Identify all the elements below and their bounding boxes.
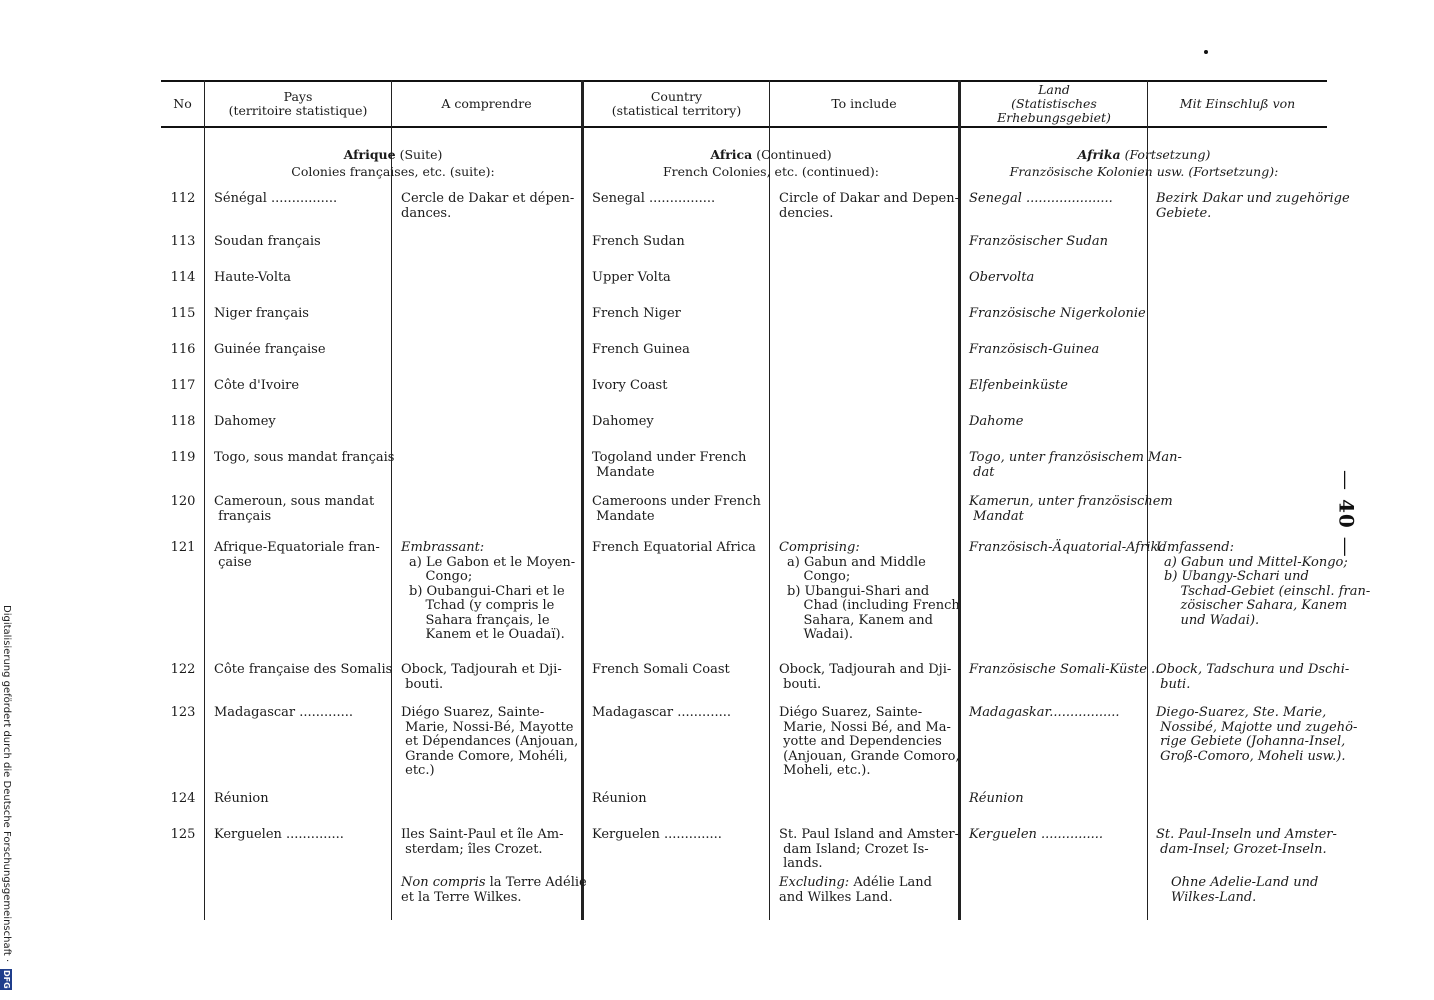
cell-line: Réunion	[592, 791, 647, 806]
cell-line: Réunion	[214, 791, 269, 806]
section-fr-line2: Colonies françaises, etc. (suite):	[291, 164, 495, 179]
row-125-exclusion-fr	[401, 876, 587, 905]
row-112-pays	[214, 192, 337, 207]
row-115-pays	[214, 307, 309, 322]
cell-line: Madagaskar.................	[969, 705, 1120, 720]
cell-line: Französische Nigerkolonie	[969, 306, 1146, 321]
cell-line: Iles Saint-Paul et île Am-	[401, 827, 564, 842]
row-120-land	[969, 495, 1173, 524]
cell-line: buti.	[1156, 676, 1191, 692]
cell-line: Ivory Coast	[592, 378, 668, 393]
row-117-pays	[214, 379, 299, 394]
cell-line: Diego-Suarez, Ste. Marie,	[1156, 705, 1327, 720]
exclusion-fr-label: Non compris	[401, 875, 486, 890]
row-121-land	[969, 541, 1174, 556]
cell-line: français	[214, 508, 272, 524]
cell-line: Gebiete.	[1156, 205, 1212, 221]
row-114-no: 114	[170, 270, 196, 285]
cell-line: dat	[969, 464, 995, 480]
cell-line: Côte d'Ivoire	[214, 378, 300, 393]
row-121-no: 121	[170, 540, 196, 555]
section-heading-en	[584, 146, 958, 180]
cell-line: St. Paul-Inseln und Amster-	[1156, 827, 1337, 842]
cell-line: French Guinea	[592, 342, 690, 357]
header-pays-line2: (territoire statistique)	[228, 103, 368, 118]
cell-line: dam Island; Crozet Is-	[779, 841, 929, 857]
row-125-fr	[401, 828, 563, 857]
row-122-pays	[214, 663, 392, 678]
cell-line: lands.	[779, 856, 823, 871]
cell-intro: Umfassend:	[1156, 540, 1234, 555]
row-123-country	[592, 706, 731, 721]
cell-line: çaise	[214, 554, 252, 570]
row-118-pays	[214, 415, 276, 430]
cell-line: Cercle de Dakar et dépen-	[401, 191, 575, 206]
header-country-line1: Country	[650, 89, 703, 104]
cell-line: Französischer Sudan	[969, 234, 1108, 249]
cell-line: rige Gebiete (Johanna-Insel,	[1156, 734, 1346, 749]
row-119-country	[592, 451, 746, 480]
row-115-country	[592, 307, 681, 322]
section-en-rest: (Continued)	[752, 147, 832, 162]
row-122-no: 122	[170, 662, 196, 677]
cell-line: Cameroons under French	[592, 494, 761, 509]
cell-line: Kanem et le Ouadaï).	[409, 627, 565, 642]
cell-line: Marie, Nossi Bé, and Ma-	[779, 719, 951, 735]
row-116-no: 116	[170, 342, 196, 357]
cell-line: Senegal .....................	[969, 191, 1113, 206]
row-118-country	[592, 415, 654, 430]
cell-line: French Somali Coast	[592, 662, 730, 677]
cell-line: Senegal ................	[592, 191, 716, 206]
exclusion-en-text: Adélie Land	[849, 875, 932, 890]
row-125-en	[779, 828, 959, 872]
row-120-country	[592, 495, 761, 524]
column-divider	[391, 80, 392, 920]
cell-line: Upper Volta	[592, 270, 671, 285]
row-125-land	[969, 828, 1103, 843]
row-122-land	[969, 663, 1163, 678]
row-116-land	[969, 343, 1099, 358]
section-en-bold: Africa	[710, 147, 753, 162]
row-124-land	[969, 792, 1024, 807]
exclusion-de-line1: Ohne Adelie-Land und	[1171, 875, 1319, 890]
section-de-bold: Afrika	[1077, 147, 1121, 162]
row-123-de	[1156, 706, 1357, 764]
cell-line: Französische Somali-Küste ...	[969, 662, 1164, 677]
section-fr-bold: Afrique	[343, 147, 396, 162]
cell-line: Dahomey	[592, 414, 654, 429]
section-de-line2: Französische Kolonien usw. (Fortsetzung):	[1009, 164, 1279, 179]
cell-line: Obervolta	[969, 270, 1035, 285]
row-118-land	[969, 415, 1023, 430]
row-115-no: 115	[170, 306, 196, 321]
cell-line: Nossibé, Majotte und zugehö-	[1156, 719, 1358, 735]
cell-line: Chad (including French	[787, 598, 960, 613]
cell-line: Mandate	[592, 464, 655, 480]
row-122-country	[592, 663, 730, 678]
cell-line: Dahomey	[214, 414, 276, 429]
row-121-en	[779, 541, 960, 643]
column-divider	[204, 80, 205, 920]
ink-speck	[1204, 50, 1208, 54]
cell-line: et Dépendances (Anjouan,	[401, 734, 579, 749]
row-122-fr	[401, 663, 562, 692]
cell-line: Marie, Nossi-Bé, Mayotte	[401, 719, 574, 735]
cell-line: Diégo Suarez, Sainte-	[779, 705, 923, 720]
cell-line: b) Ubangy-Schari und	[1164, 569, 1309, 584]
cell-line: Obock, Tadschura und Dschi-	[1156, 662, 1350, 677]
header-country	[584, 82, 769, 126]
header-a-comprendre: A comprendre	[441, 96, 532, 111]
cell-line: dam-Insel; Grozet-Inseln.	[1156, 841, 1327, 857]
page-dash-top: —	[1334, 470, 1359, 491]
cell-line: Sénégal ................	[214, 191, 338, 206]
cell-line: St. Paul Island and Amster-	[779, 827, 960, 842]
row-121-country	[592, 541, 756, 556]
credit-text: Digitalisierung gefördert durch die Deutsche Forschungsgemeinschaft ·	[1, 605, 12, 963]
row-125-exclusion-de	[1171, 876, 1318, 905]
exclusion-de-line2: Wilkes-Land.	[1171, 889, 1257, 905]
cell-line: zösischer Sahara, Kanem	[1164, 598, 1348, 613]
cell-line: Elfenbeinküste	[969, 378, 1068, 393]
cell-line: Kerguelen ..............	[214, 827, 344, 842]
cell-line: Obock, Tadjourah and Dji-	[779, 662, 952, 677]
cell-line: bouti.	[779, 676, 822, 692]
cell-line: Sahara français, le	[409, 612, 550, 628]
cell-line: b) Ubangui-Shari and	[787, 583, 930, 599]
cell-line: dances.	[401, 205, 452, 221]
cell-line: sterdam; îles Crozet.	[401, 841, 543, 857]
row-119-no: 119	[170, 450, 196, 465]
row-113-land	[969, 235, 1108, 250]
cell-line: Wadai).	[787, 627, 853, 642]
header-land	[961, 82, 1147, 126]
row-123-fr	[401, 706, 578, 779]
exclusion-fr-line2: et la Terre Wilkes.	[401, 889, 522, 905]
cell-line: a) Gabun und Mittel-Kongo;	[1164, 554, 1348, 570]
cell-line: Dahome	[969, 414, 1024, 429]
cell-line: Obock, Tadjourah et Dji-	[401, 662, 562, 677]
row-119-pays	[214, 451, 394, 466]
cell-line: Afrique-Equatoriale fran-	[214, 540, 380, 555]
cell-line: Bezirk Dakar und zugehörige	[1156, 191, 1350, 206]
section-fr-rest: (Suite)	[395, 147, 443, 162]
row-114-land	[969, 271, 1034, 286]
cell-line: Congo;	[787, 569, 851, 584]
header-mit-einschluss: Mit Einschluß von	[1179, 96, 1296, 111]
cell-line: Mandate	[592, 508, 655, 524]
cell-line: Groß-Comoro, Moheli usw.).	[1156, 748, 1346, 764]
row-125-de	[1156, 828, 1337, 857]
row-112-no: 112	[170, 191, 196, 206]
page-number: 40	[1334, 498, 1359, 529]
cell-line: Guinée française	[214, 342, 326, 357]
table-header-rule	[161, 126, 1327, 128]
cell-line: (Anjouan, Grande Comoro,	[779, 748, 960, 764]
exclusion-en-line2: and Wilkes Land.	[779, 889, 893, 905]
column-divider	[769, 80, 770, 920]
cell-line: Madagascar .............	[592, 705, 731, 720]
row-119-land	[969, 451, 1182, 480]
cell-line: Circle of Dakar and Depen-	[779, 191, 959, 206]
cell-line: und Wadai).	[1164, 612, 1260, 628]
row-123-land	[969, 706, 1120, 721]
cell-line: French Niger	[592, 306, 681, 321]
cell-line: Sahara, Kanem and	[787, 612, 933, 628]
cell-line: Togo, sous mandat français	[214, 450, 395, 465]
row-125-country	[592, 828, 722, 843]
digitization-credit	[0, 605, 12, 990]
cell-line: b) Oubangui-Chari et le	[409, 583, 565, 599]
row-117-land	[969, 379, 1068, 394]
row-113-no: 113	[170, 234, 196, 249]
cell-line: a) Le Gabon et le Moyen-	[409, 554, 576, 570]
cell-line: French Equatorial Africa	[592, 540, 756, 555]
row-122-de	[1156, 663, 1349, 692]
cell-line: Mandat	[969, 508, 1024, 524]
cell-line: a) Gabun and Middle	[787, 554, 926, 570]
header-country-line2: (statistical territory)	[611, 103, 742, 118]
cell-line: Moheli, etc.).	[779, 763, 871, 778]
row-120-pays	[214, 495, 374, 524]
cell-line: yotte and Dependencies	[779, 734, 942, 749]
row-123-en	[779, 706, 960, 779]
row-112-en	[779, 192, 959, 221]
cell-line: Französisch-Guinea	[969, 342, 1100, 357]
exclusion-fr-text: la Terre Adélie	[485, 875, 587, 890]
cell-intro: Comprising:	[779, 540, 860, 555]
row-122-en	[779, 663, 951, 692]
section-heading-fr	[205, 146, 581, 180]
row-118-no: 118	[170, 414, 196, 429]
exclusion-en-label: Excluding:	[779, 875, 850, 890]
row-113-pays	[214, 235, 321, 250]
row-123-no: 123	[170, 705, 196, 720]
row-112-fr	[401, 192, 574, 221]
cell-line: Côte française des Somalis	[214, 662, 393, 677]
cell-line: Togo, unter französischem Man-	[969, 450, 1182, 465]
row-124-country	[592, 792, 647, 807]
cell-line: Französisch-Äquatorial-Afrika .	[969, 540, 1175, 555]
row-114-country	[592, 271, 671, 286]
row-115-land	[969, 307, 1146, 322]
cell-line: bouti.	[401, 676, 444, 692]
row-124-no: 124	[170, 791, 196, 806]
cell-line: Kamerun, unter französischem	[969, 494, 1173, 509]
header-pays	[205, 82, 391, 126]
row-114-pays	[214, 271, 291, 286]
cell-intro: Embrassant:	[401, 540, 485, 555]
header-to-include: To include	[831, 96, 897, 111]
header-land-line2: (Statistisches Erhebungsgebiet)	[997, 96, 1111, 125]
row-117-no: 117	[170, 378, 196, 393]
page-dash-bottom: —	[1334, 536, 1359, 558]
row-112-country	[592, 192, 715, 207]
row-120-no: 120	[170, 494, 196, 509]
section-heading-de	[961, 146, 1327, 180]
header-pays-line1: Pays	[283, 89, 313, 104]
row-125-pays	[214, 828, 344, 843]
header-no: No	[173, 96, 192, 111]
row-112-de	[1156, 192, 1350, 221]
cell-line: Soudan français	[214, 234, 321, 249]
cell-line: French Sudan	[592, 234, 685, 249]
cell-line: Tchad (y compris le	[409, 598, 555, 613]
row-121-pays	[214, 541, 380, 570]
row-117-country	[592, 379, 667, 394]
row-121-de	[1156, 541, 1370, 628]
column-divider-thick	[581, 80, 584, 920]
cell-line: Kerguelen ...............	[969, 827, 1103, 842]
cell-line: Haute-Volta	[214, 270, 291, 285]
row-112-land	[969, 192, 1113, 207]
cell-line: Niger français	[214, 306, 309, 321]
cell-line: dencies.	[779, 205, 834, 221]
cell-line: Diégo Suarez, Sainte-	[401, 705, 545, 720]
row-116-country	[592, 343, 690, 358]
row-116-pays	[214, 343, 326, 358]
row-124-pays	[214, 792, 269, 807]
row-123-pays	[214, 706, 353, 721]
cell-line: Madagascar .............	[214, 705, 353, 720]
cell-line: Congo;	[409, 569, 473, 584]
cell-line: Tschad-Gebiet (einschl. fran-	[1164, 583, 1371, 599]
cell-line: Grande Comore, Mohéli,	[401, 748, 568, 764]
dfg-logo: DFG	[2, 970, 11, 990]
cell-line: Cameroun, sous mandat	[214, 494, 375, 509]
cell-line: Togoland under French	[592, 450, 747, 465]
cell-line: Kerguelen ..............	[592, 827, 722, 842]
section-en-line2: French Colonies, etc. (continued):	[663, 164, 879, 179]
row-125-exclusion-en	[779, 876, 932, 905]
cell-line: Réunion	[969, 791, 1024, 806]
row-125-no: 125	[170, 827, 196, 842]
row-113-country	[592, 235, 685, 250]
header-land-line1: Land	[1038, 82, 1070, 97]
row-121-fr	[401, 541, 575, 643]
section-de-rest: (Fortsetzung)	[1120, 147, 1211, 162]
cell-line: etc.)	[401, 763, 435, 778]
